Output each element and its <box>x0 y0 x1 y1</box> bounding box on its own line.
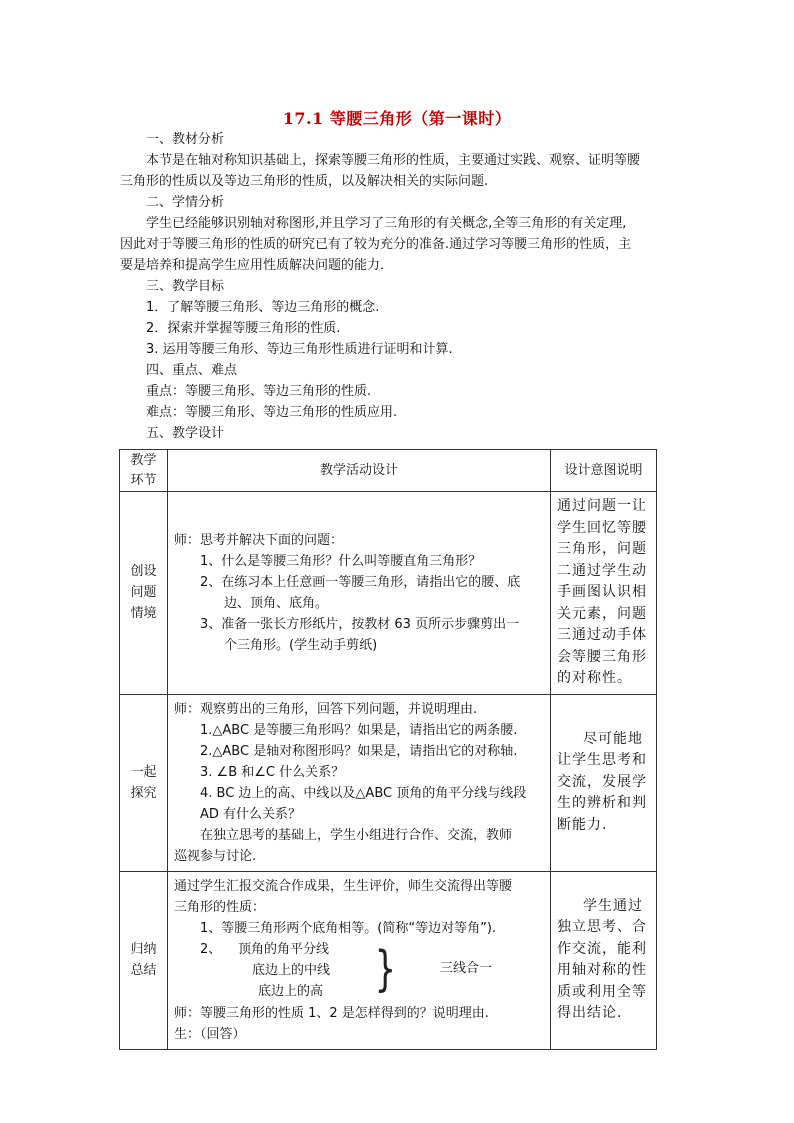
activity-line: 生：（回答） <box>174 1026 246 1042</box>
table-header-row <box>120 450 657 492</box>
goal-item: 2．探索并掌握等腰三角形的性质. <box>146 321 341 336</box>
header-activity: 教学活动设计 <box>168 450 551 492</box>
activity-line: 在独立思考的基础上，学生小组进行合作、交流，教师 <box>200 827 513 843</box>
activity-line: 4. BC 边上的高、中线以及△ABC 顶角的角平分线与线段 <box>200 785 527 801</box>
stage-text: 创设 <box>130 564 157 580</box>
intent-line: 关元素，问题 <box>557 605 647 622</box>
header-stage <box>120 450 168 492</box>
activity-line: 师：观察剪出的三角形，回答下列问题，并说明理由. <box>174 701 478 717</box>
activity-line: AD 有什么关系？ <box>200 806 302 822</box>
paragraph-line: 三角形的性质以及等边三角形的性质，以及解决相关的实际问题. <box>120 174 489 189</box>
stage-text: 探究 <box>130 785 157 801</box>
stage-text: 一起 <box>130 764 157 780</box>
header-intent: 设计意图说明 <box>551 450 657 492</box>
activity-line: 1、什么是等腰三角形？什么叫等腰直角三角形？ <box>200 553 482 569</box>
section-heading: 三、教学目标 <box>146 279 225 294</box>
intent-line: 三通过动手体 <box>557 627 647 643</box>
activity-line: 个三角形。(学生动手剪纸) <box>224 637 378 653</box>
activity-line: 2.△ABC 是轴对称图形吗？如果是，请指出它的对称轴. <box>200 743 518 759</box>
key-point: 重点：等腰三角形、等边三角形的性质. <box>146 384 372 399</box>
stage-cell <box>120 871 168 1049</box>
section-heading: 二、学情分析 <box>146 195 225 210</box>
activity-line: 3. ∠B 和∠C 什么关系？ <box>200 764 345 780</box>
stage-text: 总结 <box>130 963 157 978</box>
intent-line: 得出结论. <box>557 1005 623 1021</box>
difficult-point: 难点：等腰三角形、等边三角形的性质应用. <box>146 405 398 420</box>
teaching-design-table <box>119 449 657 1050</box>
stage-cell <box>120 492 168 695</box>
brace-label: 三线合一 <box>440 960 493 976</box>
activity-line: 1.△ABC 是等腰三角形吗？如果是，请指出它的两条腰. <box>200 722 518 738</box>
intent-cell <box>551 492 657 695</box>
activity-line: 师：思考并解决下面的问题： <box>174 532 344 548</box>
intent-line: 质或利用全等 <box>557 983 647 1000</box>
document-title: 17.1 等腰三角形（第一课时） <box>282 109 512 128</box>
activity-cell <box>168 492 551 695</box>
goal-item: 1．了解等腰三角形、等边三角形的概念. <box>146 300 380 315</box>
section-heading: 一、教材分析 <box>146 132 225 147</box>
intent-cell <box>551 871 657 1049</box>
intent-line: 生的辨析和判 <box>557 795 647 812</box>
stage-text: 归纳 <box>130 942 157 957</box>
activity-line: 通过学生汇报交流合作成果，生生评价，师生交流得出等腰 <box>174 878 513 894</box>
table-row <box>120 694 657 871</box>
stage-text: 问题 <box>130 585 157 601</box>
header-stage-line: 环节 <box>130 472 157 488</box>
intent-line: 通过问题一让 <box>557 498 647 514</box>
stage-text: 情境 <box>130 606 157 622</box>
intent-line: 交流，发展学 <box>557 773 647 790</box>
intent-line: 手画图认识相 <box>557 584 647 600</box>
intent-line: 二通过学生动 <box>557 562 647 579</box>
paragraph-line: 因此对于等腰三角形的性质的研究已有了较为充分的准备.通过学习等腰三角形的性质，主 <box>120 237 632 252</box>
intent-line: 三角形，问题 <box>557 541 647 557</box>
right-brace-icon: } <box>374 940 396 997</box>
section-heading: 四、重点、难点 <box>146 363 238 378</box>
paragraph-line: 要是培养和提高学生应用性质解决问题的能力． <box>120 258 394 273</box>
intent-cell <box>551 694 657 871</box>
section-heading: 五、教学设计 <box>146 426 225 441</box>
intent-line: 断能力. <box>557 816 608 833</box>
property-number: 2、 <box>200 941 222 957</box>
activity-line: 三角形的性质： <box>174 899 266 915</box>
table-row <box>120 492 657 695</box>
header-stage-line: 教学 <box>130 452 157 468</box>
activity-line: 3、准备一张长方形纸片，按教材 63 页所示步骤剪出一 <box>200 616 520 632</box>
three-lines-group <box>174 939 544 1003</box>
intent-line: 会等腰三角形 <box>557 648 647 665</box>
activity-line: 巡视参与讨论. <box>174 848 257 864</box>
activity-line: 师：等腰三角形的性质 1、2 是怎样得到的？说明理由. <box>174 1005 489 1021</box>
property-line: 底边上的中线 <box>252 962 331 978</box>
activity-cell <box>168 694 551 871</box>
intent-line: 尽可能地 <box>583 730 643 747</box>
intent-line: 独立思考、合 <box>557 919 647 935</box>
intent-line: 用轴对称的性 <box>557 962 647 978</box>
intent-line: 学生回忆等腰 <box>557 519 647 536</box>
activity-cell <box>168 871 551 1049</box>
property-line: 顶角的角平分线 <box>238 941 330 957</box>
stage-cell <box>120 694 168 871</box>
paragraph-line: 学生已经能够识别轴对称图形,并且学习了三角形的有关概念,全等三角形的有关定理, <box>146 216 627 231</box>
property-line: 底边上的高 <box>258 983 324 999</box>
activity-line: 2、在练习本上任意画一等腰三角形，请指出它的腰、底 <box>200 574 521 590</box>
goal-item: 3. 运用等腰三角形、等边三角形性质进行证明和计算. <box>146 342 453 357</box>
activity-line: 1、等腰三角形两个底角相等。(简称“等边对等角”). <box>200 920 497 936</box>
table-row <box>120 871 657 1049</box>
intent-line: 学生通过 <box>583 897 643 914</box>
intent-line: 让学生思考和 <box>557 752 647 769</box>
activity-line: 边、顶角、底角。 <box>224 595 329 611</box>
intent-line: 作交流，能利 <box>557 940 647 957</box>
paragraph-line: 本节是在轴对称知识基础上，探索等腰三角形的性质，主要通过实践、观察、证明等腰 <box>146 153 641 168</box>
intent-line: 的对称性。 <box>557 670 632 686</box>
